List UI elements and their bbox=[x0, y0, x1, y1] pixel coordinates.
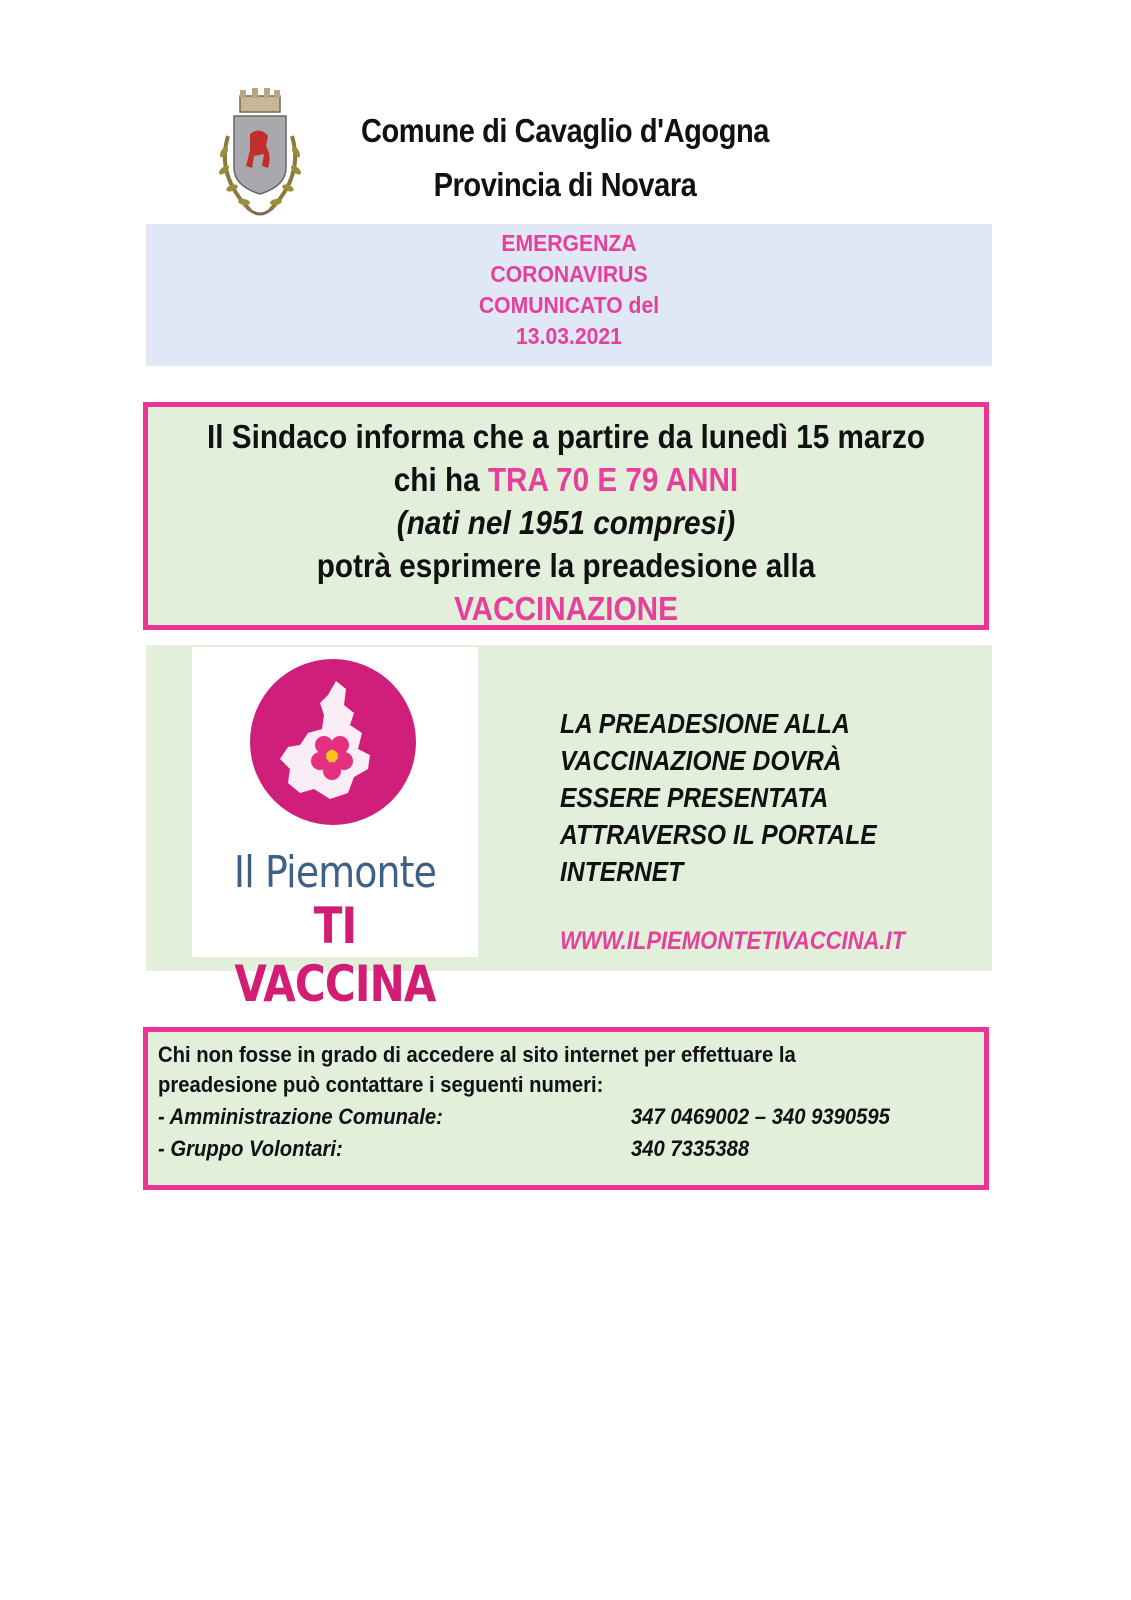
contact-intro: preadesione può contattare i seguenti numeri: bbox=[158, 1072, 604, 1097]
contact-label: - Amministrazione Comunale: bbox=[158, 1104, 443, 1129]
contact-intro: Chi non fosse in grado di accedere al sito internet per effettuare la bbox=[158, 1042, 796, 1067]
municipality-title: Comune di Cavaglio d'Agogna bbox=[360, 112, 770, 149]
contact-label: - Gruppo Volontari: bbox=[158, 1136, 343, 1161]
logo-circle bbox=[250, 659, 416, 825]
banner-line: COMUNICATO del bbox=[478, 292, 660, 318]
announcement-line: potrà esprimere la preadesione alla bbox=[316, 547, 816, 584]
instruction-line: VACCINAZIONE DOVRÀ bbox=[560, 745, 842, 776]
age-prefix: chi ha bbox=[393, 461, 480, 498]
contact-row bbox=[158, 1104, 978, 1134]
contact-box bbox=[143, 1027, 989, 1190]
instruction-line: ATTRAVERSO IL PORTALE bbox=[560, 819, 877, 850]
logo-line-2: TI VACCINA bbox=[234, 897, 436, 1013]
portal-instructions bbox=[560, 705, 930, 890]
banner-line: EMERGENZA bbox=[501, 230, 637, 256]
age-range: TRA 70 E 79 ANNI bbox=[487, 461, 739, 498]
portal-url-link[interactable]: WWW.ILPIEMONTETIVACCINA.IT bbox=[560, 927, 906, 955]
banner-line: CORONAVIRUS bbox=[490, 261, 648, 287]
instruction-line: ESSERE PRESENTATA bbox=[560, 782, 829, 813]
piemonte-map-icon bbox=[250, 659, 416, 825]
portal-promo bbox=[146, 645, 992, 1013]
instruction-line: INTERNET bbox=[560, 856, 684, 887]
province-title: Provincia di Novara bbox=[433, 166, 697, 203]
emergency-banner bbox=[146, 224, 992, 366]
piemonte-ti-vaccina-logo bbox=[192, 647, 478, 1013]
announcement-age-line bbox=[190, 458, 942, 501]
contact-row bbox=[158, 1136, 978, 1166]
vaccination-heading: VACCINAZIONE bbox=[454, 590, 678, 627]
coat-of-arms-icon bbox=[210, 86, 310, 226]
contact-phone: 340 7335388 bbox=[631, 1136, 750, 1161]
birth-year-note: (nati nel 1951 compresi) bbox=[396, 504, 736, 541]
contact-phone: 347 0469002 – 340 9390595 bbox=[631, 1104, 890, 1129]
announcement-line: Il Sindaco informa che a partire da lunedì 15 marzo bbox=[207, 418, 925, 455]
banner-date: 13.03.2021 bbox=[516, 323, 622, 349]
logo-line-1: Il Piemonte bbox=[233, 847, 437, 898]
instruction-line: LA PREADESIONE ALLA bbox=[560, 708, 850, 739]
announcement-box bbox=[143, 402, 989, 630]
